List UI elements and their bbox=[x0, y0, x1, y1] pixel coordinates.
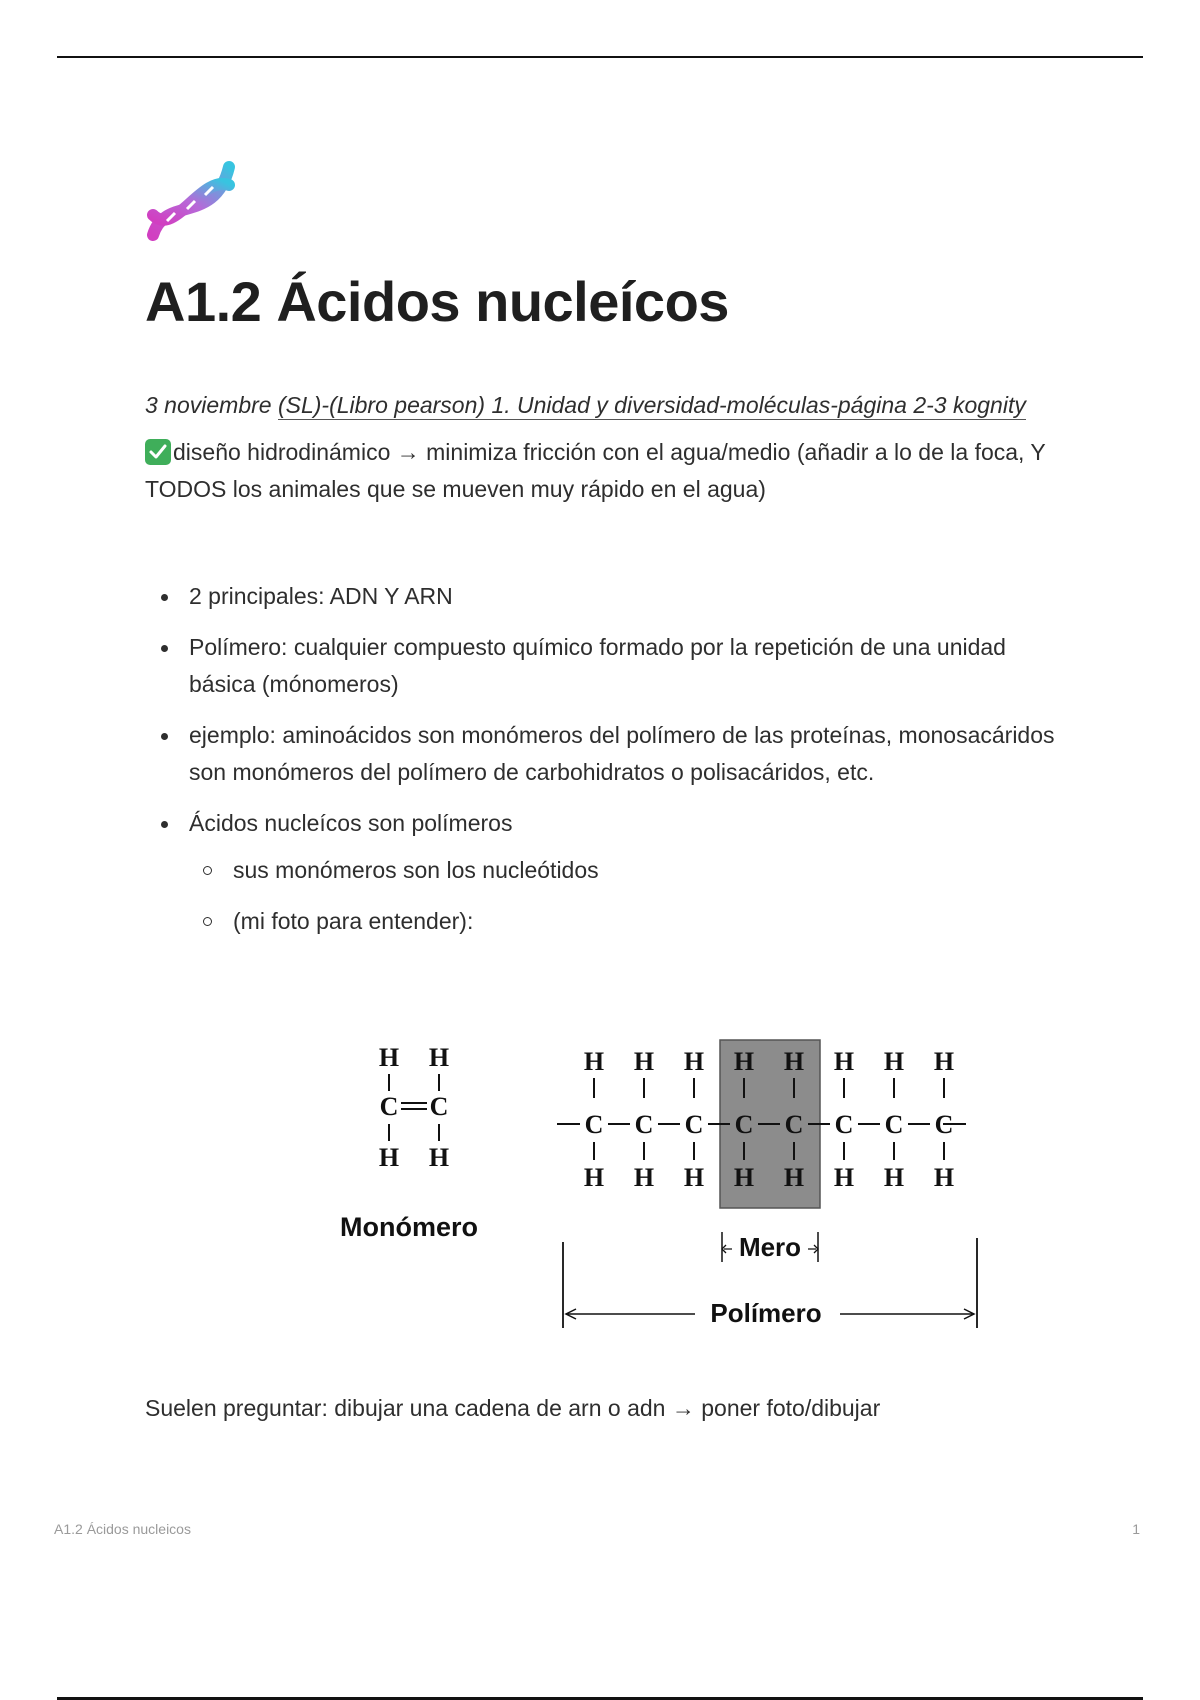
carbon-unit bbox=[684, 1047, 704, 1192]
svg-text:H: H bbox=[633, 1163, 655, 1192]
list-item-text: Ácidos nucleícos son polímeros bbox=[189, 810, 513, 836]
svg-text:H: H bbox=[733, 1163, 755, 1192]
page-title: A1.2 Ácidos nucleícos bbox=[145, 270, 729, 333]
carbon-unit bbox=[734, 1047, 754, 1192]
svg-text:H: H bbox=[683, 1047, 705, 1076]
closing-note: Suelen preguntar: dibujar una cadena de arn o adn → poner foto/dibujar bbox=[145, 1395, 881, 1421]
svg-text:C: C bbox=[784, 1110, 804, 1139]
svg-text:H: H bbox=[633, 1047, 655, 1076]
metadata-line bbox=[145, 387, 1065, 424]
polymer-diagram bbox=[320, 1020, 1000, 1350]
atom-c: C bbox=[429, 1092, 449, 1121]
atom-h: H bbox=[378, 1143, 400, 1172]
sub-list-item: (mi foto para entender): bbox=[189, 903, 1065, 940]
monomer-label: Monómero bbox=[340, 1212, 478, 1242]
svg-text:C: C bbox=[834, 1110, 854, 1139]
page-content bbox=[145, 155, 1065, 954]
carbon-unit bbox=[784, 1047, 804, 1192]
svg-text:C: C bbox=[634, 1110, 654, 1139]
svg-text:H: H bbox=[833, 1163, 855, 1192]
carbon-unit bbox=[934, 1047, 954, 1192]
footer-page-number: 1 bbox=[1132, 1521, 1140, 1537]
svg-text:H: H bbox=[683, 1163, 705, 1192]
note-text: diseño hidrodinámico → minimiza fricción con el agua/medio (añadir a lo de la foca, Y TODOS los animales que se mueven muy rápido en el agua) bbox=[145, 439, 1046, 502]
svg-text:H: H bbox=[583, 1163, 605, 1192]
mero-annotation bbox=[722, 1232, 818, 1262]
date-text: 3 noviembre bbox=[145, 392, 272, 418]
dna-icon bbox=[145, 155, 237, 247]
svg-text:H: H bbox=[583, 1047, 605, 1076]
svg-text:H: H bbox=[733, 1047, 755, 1076]
svg-text:C: C bbox=[584, 1110, 604, 1139]
bullet-list bbox=[145, 578, 1065, 940]
carbon-unit bbox=[834, 1047, 854, 1192]
polymer-figure bbox=[320, 1020, 1000, 1350]
carbon-unit bbox=[584, 1047, 604, 1192]
svg-text:H: H bbox=[883, 1047, 905, 1076]
sub-list-item: sus monómeros son los nucleótidos bbox=[189, 852, 1065, 889]
top-rule bbox=[57, 56, 1143, 58]
svg-text:H: H bbox=[883, 1163, 905, 1192]
carbon-unit bbox=[884, 1047, 904, 1192]
atom-h: H bbox=[378, 1043, 400, 1072]
check-mark-icon bbox=[145, 439, 171, 465]
svg-text:C: C bbox=[734, 1110, 754, 1139]
polymer-label: Polímero bbox=[710, 1298, 822, 1328]
carbon-unit bbox=[634, 1047, 654, 1192]
svg-text:C: C bbox=[934, 1110, 954, 1139]
monomer-structure bbox=[340, 1043, 478, 1242]
svg-text:H: H bbox=[933, 1163, 955, 1192]
svg-text:H: H bbox=[783, 1163, 805, 1192]
sub-bullet-list bbox=[189, 852, 1065, 940]
list-item: Polímero: cualquier compuesto químico formado por la repetición de una unidad básica (mónomeros) bbox=[145, 629, 1065, 703]
svg-text:C: C bbox=[884, 1110, 904, 1139]
source-link[interactable]: (SL)-(Libro pearson) 1. Unidad y diversidad-moléculas-página 2-3 kognity bbox=[277, 392, 1026, 418]
footer-document-name: A1.2 Ácidos nucleicos bbox=[54, 1521, 191, 1537]
atom-h: H bbox=[428, 1143, 450, 1172]
list-item: 2 principales: ADN Y ARN bbox=[145, 578, 1065, 615]
svg-text:H: H bbox=[833, 1047, 855, 1076]
svg-text:H: H bbox=[783, 1047, 805, 1076]
checked-note bbox=[145, 434, 1065, 508]
list-item bbox=[145, 805, 1065, 940]
atom-c: C bbox=[379, 1092, 399, 1121]
list-item: ejemplo: aminoácidos son monómeros del polímero de las proteínas, monosacáridos son monómeros del polímero de carbohidratos o polisacáridos, etc. bbox=[145, 717, 1065, 791]
mero-label: Mero bbox=[738, 1232, 802, 1262]
atom-h: H bbox=[428, 1043, 450, 1072]
svg-text:C: C bbox=[684, 1110, 704, 1139]
svg-text:H: H bbox=[933, 1047, 955, 1076]
